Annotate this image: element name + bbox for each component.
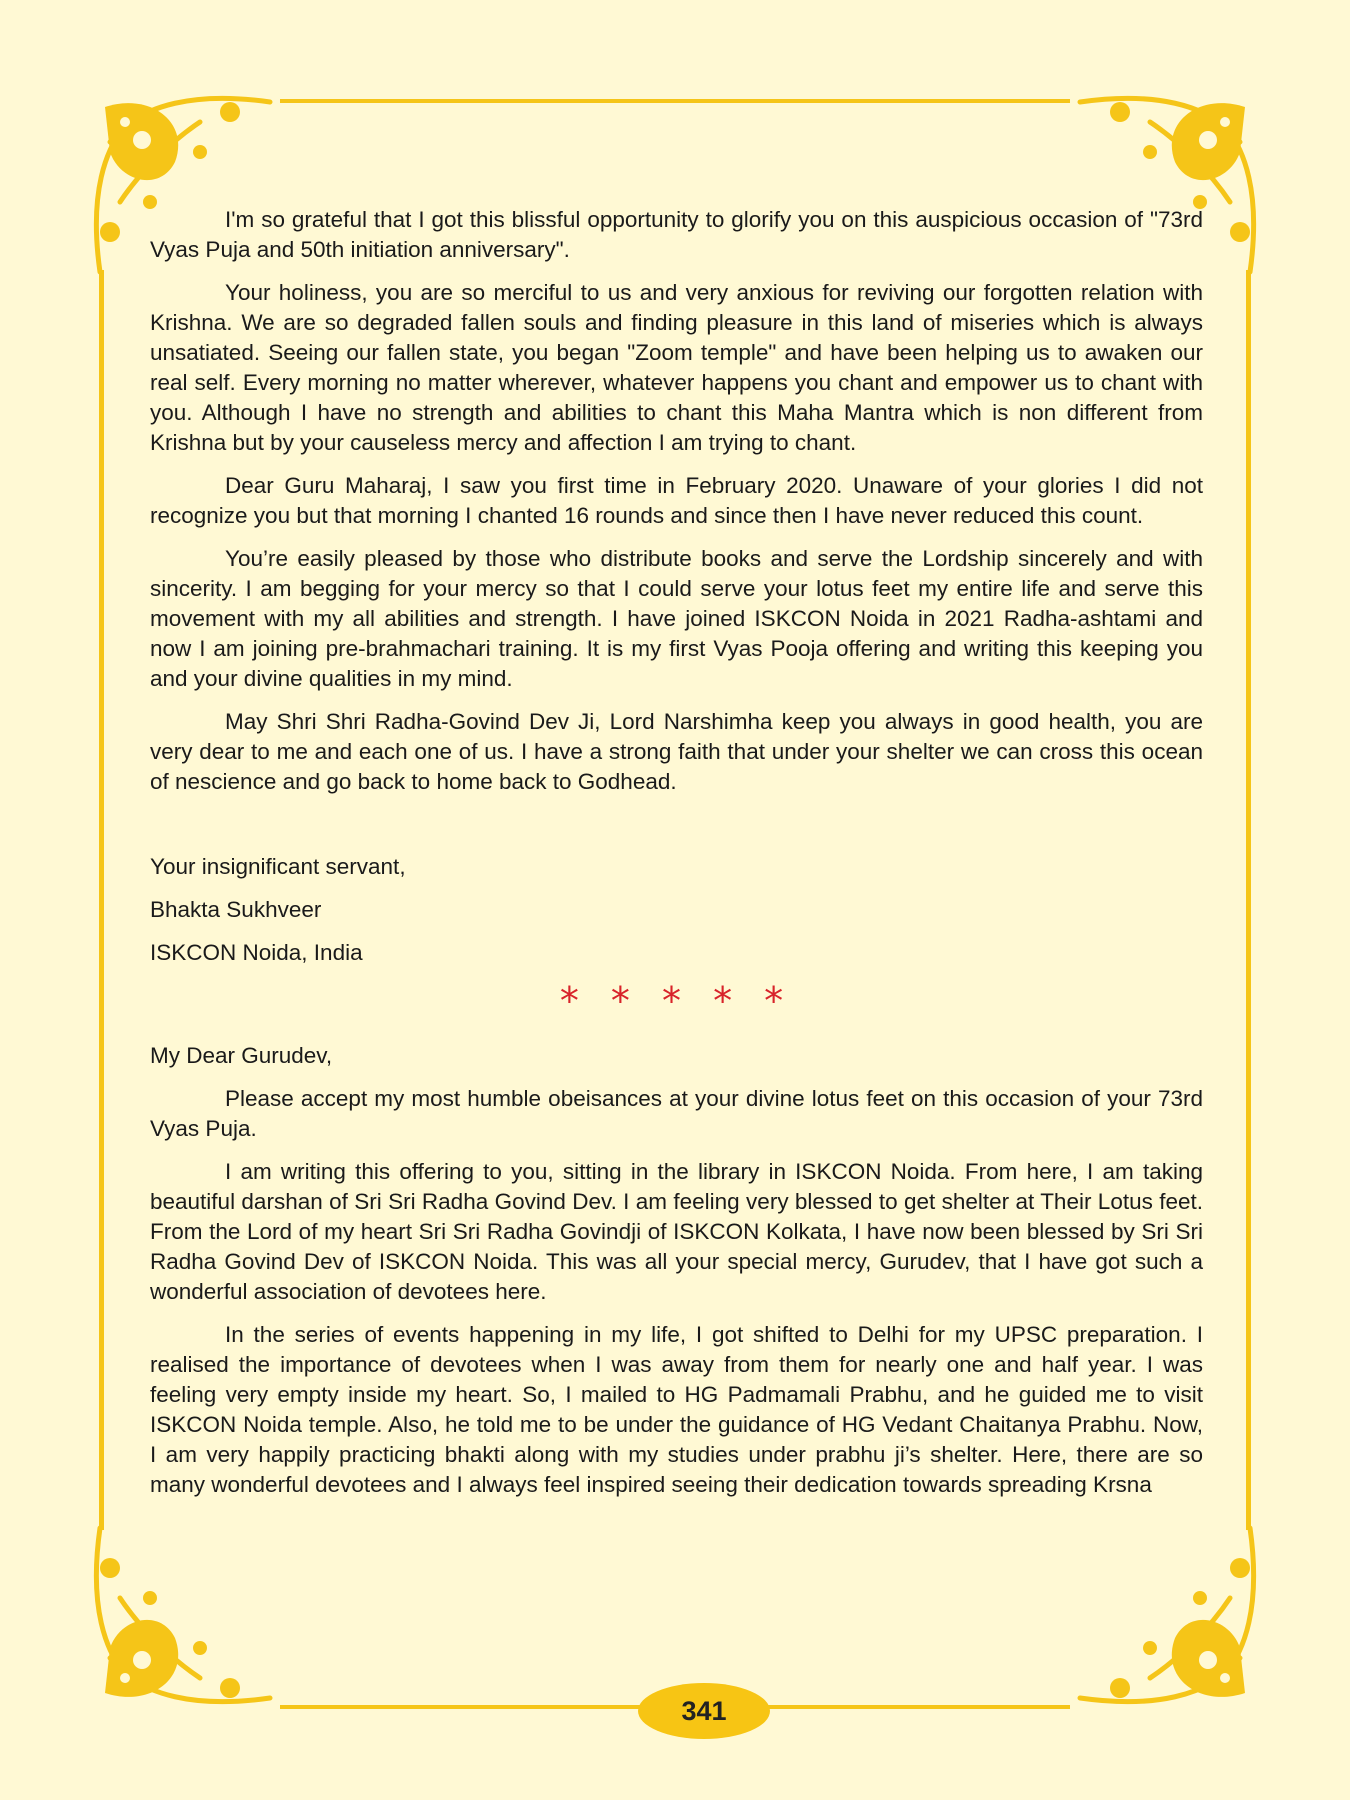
offering2-paragraph: Please accept my most humble obeisances at your divine lotus feet on this occasion of your 73rd Vyas Puja. bbox=[150, 1086, 1203, 1141]
section-separator: * * * * * bbox=[559, 979, 794, 1023]
closing-line: Your insignificant servant, bbox=[150, 854, 406, 879]
salutation: My Dear Gurudev, bbox=[150, 1043, 333, 1068]
page-number: 341 bbox=[638, 1683, 770, 1739]
frame-top-border bbox=[280, 99, 1070, 103]
author-location: ISKCON Noida, India bbox=[150, 940, 363, 965]
offering1-paragraph: You’re easily pleased by those who distribute books and serve the Lordship sincerely and with sincerity. I am begging for your mercy so that I could serve your lotus feet my entire life and serve this movement with my all abilities and strength. I have joined ISKCON Noida in 2021 Radha-ashtami and now I am joining pre-brahmachari training. It is my first Vyas Pooja offering and writing this keeping you and your divine qualities in my mind. bbox=[150, 546, 1203, 691]
offering1-paragraph: May Shri Shri Radha-Govind Dev Ji, Lord Narshimha keep you always in good health, you are very dear to me and each one of us. I have a strong faith that under your shelter we can cross this ocean of nescience and go back to home back to Godhead. bbox=[150, 709, 1203, 794]
author-name: Bhakta Sukhveer bbox=[150, 897, 322, 922]
offering1-paragraph: Dear Guru Maharaj, I saw you first time in February 2020. Unaware of your glories I did not recognize you but that morning I chanted 16 rounds and since then I have never reduced this count. bbox=[150, 473, 1203, 528]
offering2-paragraph: I am writing this offering to you, sitting in the library in ISKCON Noida. From here, I am taking beautiful darshan of Sri Sri Radha Govind Dev. I am feeling very blessed to get shelter at Their Lotus feet. From the Lord of my heart Sri Sri Radha Govindji of ISKCON Kolkata, I have now been blessed by Sri Sri Radha Govind Dev of ISKCON Noida. This was all your special mercy, Gurudev, that I have got such a wonderful association of devotees here. bbox=[150, 1159, 1203, 1304]
frame-right-border bbox=[1246, 270, 1251, 1530]
corner-ornament-icon bbox=[80, 1518, 280, 1718]
corner-ornament-icon bbox=[1070, 1518, 1270, 1718]
frame-left-border bbox=[99, 270, 104, 1530]
offering1-paragraph: I'm so grateful that I got this blissful opportunity to glorify you on this auspicious occasion of "73rd Vyas Puja and 50th initiation anniversary". bbox=[150, 207, 1203, 262]
offering1-paragraph: Your holiness, you are so merciful to us and very anxious for reviving our forgotten relation with Krishna. We are so degraded fallen souls and finding pleasure in this land of miseries which is always unsatiated. Seeing our fallen state, you began "Zoom temple" and have been helping us to awaken our real self. Every morning no matter wherever, whatever happens you chant and empower us to chant with you. Although I have no strength and abilities to chant this Maha Mantra which is non different from Krishna but by your causeless mercy and affection I am trying to chant. bbox=[150, 280, 1203, 455]
page-content bbox=[150, 205, 1203, 1513]
offering2-paragraph: In the series of events happening in my life, I got shifted to Delhi for my UPSC preparation. I realised the importance of devotees when I was away from them for nearly one and half year. I was feeling very empty inside my heart. So, I mailed to HG Padmamali Prabhu, and he guided me to visit ISKCON Noida temple. Also, he told me to be under the guidance of HG Vedant Chaitanya Prabhu. Now, I am very happily practicing bhakti along with my studies under prabhu ji’s shelter. Here, there are so many wonderful devotees and I always feel inspired seeing their dedication towards spreading Krsna bbox=[150, 1322, 1203, 1497]
